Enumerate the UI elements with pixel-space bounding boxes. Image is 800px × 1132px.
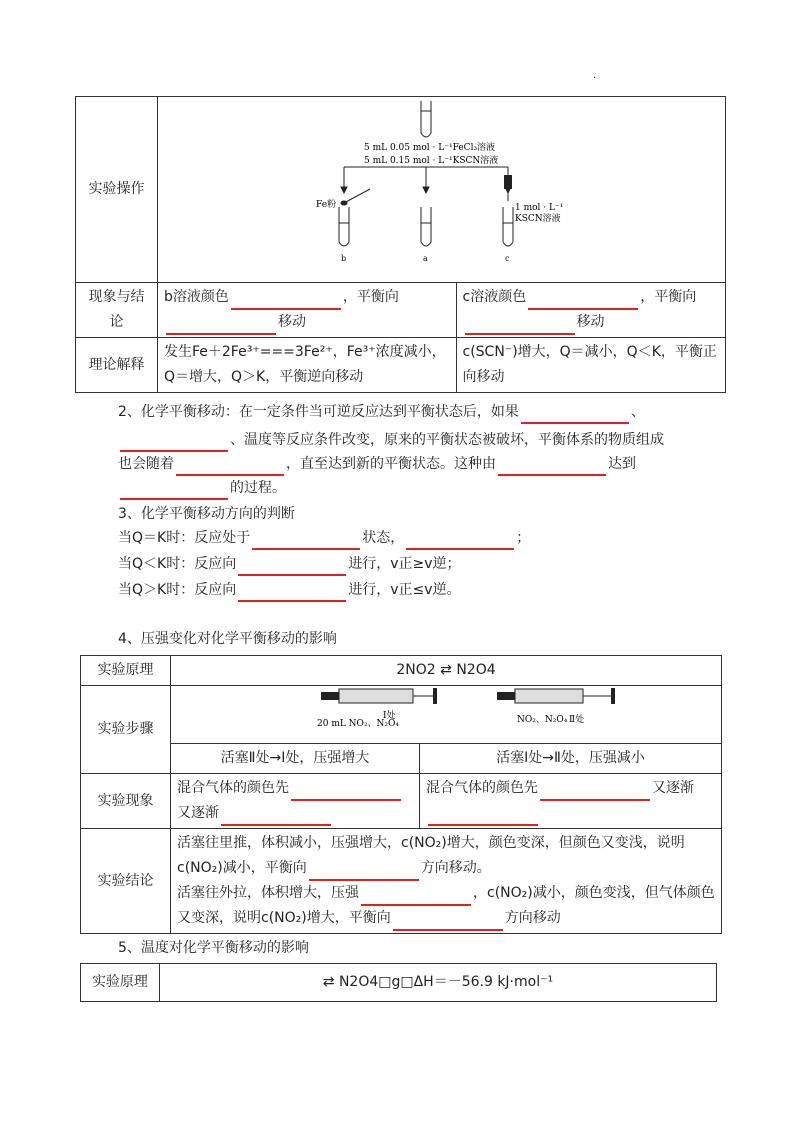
sec4-concl-label: 实验结论 (81, 829, 171, 934)
text: 、温度等反应条件改变，原来的平衡状态被破坏，平衡体系的物质组成 (230, 432, 664, 448)
text: 又逐渐 (652, 780, 694, 796)
step-left: 活塞Ⅱ处→Ⅰ处，压强增大 (171, 744, 420, 774)
text: 活塞往里推，体积减小，压强增大，c(NO₂)增大，颜色变深，但颜色又变浅，说明 (177, 835, 685, 851)
text: 也会随着 (118, 456, 174, 472)
b-text-2: ，平衡向 (342, 289, 399, 305)
para3-line3 (118, 578, 461, 602)
phen-left-cell (171, 774, 420, 829)
row-label-phenomenon: 现象与结论 (76, 283, 158, 338)
table-pressure (80, 655, 722, 934)
sec4-principle: 2NO2 ⇄ N2O4 (171, 656, 722, 686)
tube-a-label: a (423, 254, 428, 263)
row-label-theory: 理论解释 (76, 338, 158, 393)
b-theory-cell: 发生Fe＋2Fe³⁺===3Fe²⁺，Fe³⁺浓度减小，Q＝增大，Q＞K，平衡逆向移动 (158, 338, 457, 393)
text: ，直至达到新的平衡状态。这种由 (286, 456, 496, 472)
para2-line2 (118, 428, 664, 452)
sec4-principle-label: 实验原理 (81, 656, 171, 686)
sec4-steps-label: 实验步骤 (81, 686, 171, 774)
syringe-1-label: 20 mL NO₂、N₂O₄ (317, 719, 400, 729)
kscn-line1: 1 mol · L⁻¹ (515, 203, 564, 213)
syringe-1-pos: Ⅰ处 (383, 711, 396, 721)
concl-cell (171, 829, 722, 934)
blank[interactable] (393, 911, 503, 931)
b-text-3: 移动 (278, 314, 306, 330)
syringe-1-icon (321, 688, 437, 704)
tube-a-icon (421, 207, 431, 246)
text: ； (516, 530, 531, 546)
blank[interactable] (406, 530, 514, 550)
text: 方向移动。 (420, 860, 491, 876)
arrow-lines (341, 167, 511, 193)
page-mark: . (593, 70, 597, 81)
blank[interactable] (120, 480, 228, 500)
blank[interactable] (166, 315, 276, 335)
c-text-1: c溶液颜色 (462, 289, 527, 305)
fig-line2: 5 mL 0.15 mol · L⁻¹KSCN溶液 (364, 156, 499, 166)
text: 当Q＜K时：反应向 (118, 556, 237, 572)
para3-title: 3、化学平衡移动方向的判断 (118, 506, 295, 522)
text: 又逐渐 (177, 805, 219, 821)
text: 混合气体的颜色先 (177, 780, 289, 796)
text: 又变深，说明c(NO₂)增大，平衡向 (177, 910, 391, 926)
blank[interactable] (361, 886, 471, 906)
blank[interactable] (428, 806, 538, 826)
text: 、 (630, 404, 645, 420)
sec5-title: 5、温度对化学平衡移动的影响 (118, 940, 309, 956)
blank[interactable] (498, 456, 606, 476)
tube-c-label: c (505, 254, 510, 263)
text: 当Q＝K时：反应处于 (118, 530, 251, 546)
text: c(NO₂)减小，平衡向 (177, 860, 307, 876)
blank[interactable] (238, 582, 346, 602)
text: 混合气体的颜色先 (426, 780, 538, 796)
blank[interactable] (309, 861, 419, 881)
text: 的过程。 (230, 480, 286, 496)
blank[interactable] (521, 404, 629, 424)
syringe-2-pos: Ⅱ处 (569, 715, 585, 725)
text: 2、化学平衡移动：在一定条件当可逆反应达到平衡状态后，如果 (118, 404, 519, 420)
kscn-line2: KSCN溶液 (515, 214, 561, 224)
para3-line1 (118, 526, 530, 550)
blank[interactable] (238, 556, 346, 576)
table-temperature (80, 963, 717, 1002)
b-phenomenon-cell (158, 283, 457, 338)
sec4-title: 4、压强变化对化学平衡移动的影响 (118, 631, 337, 647)
para2-line1 (118, 400, 645, 424)
c-text-2: ，平衡向 (640, 289, 697, 305)
c-phenomenon-cell (456, 283, 725, 338)
table-fe-scn-experiment (75, 96, 726, 393)
top-test-tube-icon (421, 101, 431, 137)
syringe-2-icon (497, 688, 615, 704)
c-theory-cell: c(SCN⁻)增大，Q＝减小，Q＜K，平衡正向移动 (456, 338, 725, 393)
sec4-phen-label: 实验现象 (81, 774, 171, 829)
blank[interactable] (252, 530, 360, 550)
tube-b-icon (339, 207, 349, 246)
text: ，c(NO₂)减小，颜色变浅，但气体颜色 (473, 885, 715, 901)
para2-line4 (118, 476, 286, 500)
blank[interactable] (221, 806, 331, 826)
text: 活塞往外拉，体积增大，压强 (177, 885, 359, 901)
blank[interactable] (176, 456, 284, 476)
dropper-icon (504, 175, 512, 201)
fig-line1: 5 mL 0.05 mol · L⁻¹FeCl₃溶液 (364, 143, 496, 153)
blank[interactable] (231, 290, 341, 310)
sec5-principle-label: 实验原理 (81, 964, 160, 1002)
step-right: 活塞Ⅰ处→Ⅱ处，压强减小 (420, 744, 722, 774)
syringe-figure-cell (171, 686, 722, 744)
tube-c-icon (503, 207, 513, 246)
test-tube-diagram (158, 97, 725, 273)
row-label-operation: 实验操作 (76, 97, 158, 283)
syringe-2-label: NO₂、N₂O₄ (517, 715, 568, 725)
text: 当Q＞K时：反应向 (118, 582, 237, 598)
tube-b-label: b (341, 254, 347, 263)
blank[interactable] (120, 432, 228, 452)
experiment-figure-cell (158, 97, 726, 283)
phen-right-cell (420, 774, 722, 829)
para2-line3 (118, 452, 636, 476)
syringe-diagram (171, 686, 721, 734)
para3-line2 (118, 552, 461, 576)
text: 进行，v正≤v逆。 (348, 582, 461, 598)
fe-powder-label: Fe粉 (316, 200, 337, 210)
blank[interactable] (540, 781, 650, 801)
blank[interactable] (528, 290, 638, 310)
c-text-3: 移动 (576, 314, 605, 330)
text: 进行，v正≥v逆； (348, 556, 461, 572)
sec5-principle: ⇄ N2O4□g□ΔH＝－56.9 kJ·mol⁻¹ (159, 964, 716, 1002)
blank[interactable] (291, 781, 401, 801)
b-text-1: b溶液颜色 (164, 289, 229, 305)
blank[interactable] (465, 315, 575, 335)
text: 达到 (608, 456, 636, 472)
text: 状态， (362, 530, 405, 546)
text: 方向移动 (504, 910, 561, 926)
